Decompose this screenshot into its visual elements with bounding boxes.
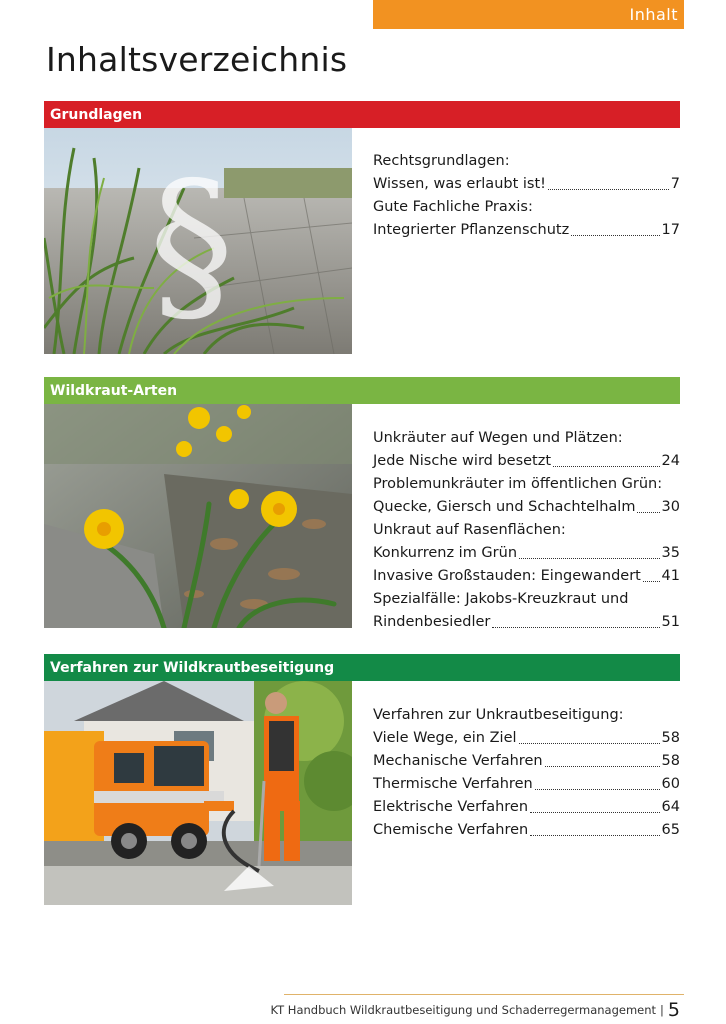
section-label: Verfahren zur Wildkrautbeseitigung <box>50 659 335 676</box>
toc-list-wildkraut-arten <box>373 427 680 634</box>
toc-entry-text: Integrierter Pflanzenschutz <box>373 222 570 238</box>
toc-entry-text: Chemische Verfahren <box>373 822 529 838</box>
toc-entry[interactable] <box>373 219 680 242</box>
leader-dots <box>519 742 660 744</box>
toc-entry[interactable] <box>373 173 680 196</box>
toc-entry-text: Viele Wege, ein Ziel <box>373 730 517 746</box>
page-number: 5 <box>667 999 680 1021</box>
page-title: Inhaltsverzeichnis <box>46 40 348 79</box>
section-label: Wildkraut-Arten <box>50 382 178 399</box>
toc-entry[interactable] <box>373 727 680 750</box>
toc-entry[interactable] <box>373 796 680 819</box>
footer-title: KT Handbuch Wildkrautbeseitigung und Schaderregermanagement <box>270 1003 657 1017</box>
toc-page-number: 7 <box>670 176 680 192</box>
leader-dots <box>643 580 660 582</box>
section-label: Grundlagen <box>50 106 143 123</box>
toc-page-number: 51 <box>661 614 680 630</box>
toc-entry[interactable] <box>373 611 680 634</box>
toc-list-verfahren <box>373 704 680 842</box>
toc-list-grundlagen <box>373 150 680 242</box>
leader-dots <box>535 788 660 790</box>
toc-page-number: 35 <box>661 545 680 561</box>
footer-rule <box>284 994 684 995</box>
toc-entry[interactable] <box>373 750 680 773</box>
leader-dots <box>530 834 659 836</box>
leader-dots <box>492 626 659 628</box>
toc-page-number: 58 <box>661 753 680 769</box>
leader-dots <box>545 765 660 767</box>
leader-dots <box>637 511 659 513</box>
photo-grass-paragraph <box>44 128 352 354</box>
leader-dots <box>530 811 660 813</box>
svg-text:§: § <box>149 146 234 344</box>
toc-entry[interactable] <box>373 819 680 842</box>
toc-entry[interactable] <box>373 496 680 519</box>
toc-entry-text: Rindenbesiedler <box>373 614 491 630</box>
toc-entry[interactable] <box>373 450 680 473</box>
section-tab: Inhalt <box>373 0 684 29</box>
toc-page-number: 41 <box>661 568 680 584</box>
toc-page-number: 64 <box>661 799 680 815</box>
toc-heading: Unkraut auf Rasenflächen: <box>373 522 566 538</box>
toc-entry-text: Konkurrenz im Grün <box>373 545 518 561</box>
toc-heading: Problemunkräuter im öffentlichen Grün: <box>373 476 663 492</box>
toc-entry-text: Invasive Großstauden: Eingewandert <box>373 568 641 584</box>
leader-dots <box>519 557 660 559</box>
footer <box>270 999 680 1021</box>
toc-entry-text: Wissen, was erlaubt ist! <box>373 176 546 192</box>
toc-heading: Unkräuter auf Wegen und Plätzen: <box>373 430 623 446</box>
toc-entry-text: Jede Nische wird besetzt <box>373 453 552 469</box>
photo-dandelions <box>44 404 352 630</box>
toc-entry[interactable] <box>373 542 680 565</box>
toc-entry[interactable] <box>373 565 680 588</box>
toc-page-number: 30 <box>661 499 680 515</box>
toc-page-number: 65 <box>661 822 680 838</box>
toc-heading: Spezialfälle: Jakobs-Kreuzkraut und <box>373 591 629 607</box>
leader-dots <box>571 234 659 236</box>
toc-entry-text: Thermische Verfahren <box>373 776 533 792</box>
photo-cleaning-vehicle <box>44 681 352 907</box>
toc-entry-text: Quecke, Giersch und Schachtelhalm <box>373 499 636 515</box>
footer-separator: | <box>660 1003 664 1017</box>
toc-heading: Gute Fachliche Praxis: <box>373 199 533 215</box>
leader-dots <box>553 465 660 467</box>
toc-entry[interactable] <box>373 773 680 796</box>
toc-heading: Verfahren zur Unkrautbeseitigung: <box>373 707 624 723</box>
toc-page-number: 24 <box>661 453 680 469</box>
toc-page-number: 60 <box>661 776 680 792</box>
toc-page-number: 17 <box>661 222 680 238</box>
toc-entry-text: Elektrische Verfahren <box>373 799 529 815</box>
toc-entry-text: Mechanische Verfahren <box>373 753 543 769</box>
leader-dots <box>548 188 669 190</box>
section-bar-grundlagen <box>44 101 680 128</box>
section-bar-verfahren <box>44 654 680 681</box>
section-bar-wildkraut-arten <box>44 377 680 404</box>
toc-heading: Rechtsgrundlagen: <box>373 153 510 169</box>
toc-page-number: 58 <box>661 730 680 746</box>
